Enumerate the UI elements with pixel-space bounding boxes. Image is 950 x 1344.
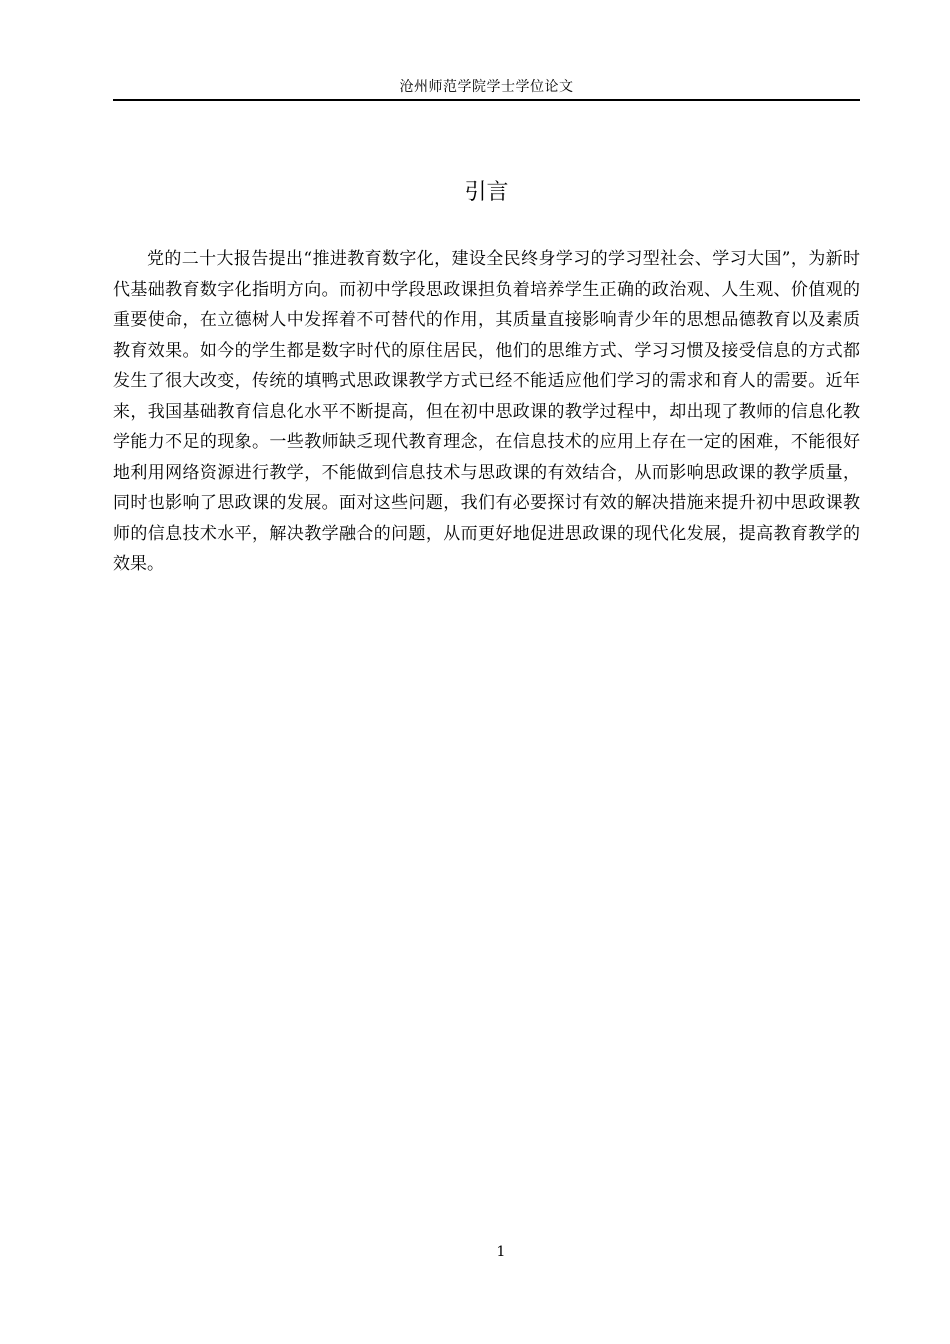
body-paragraph: 党的二十大报告提出“推进教育数字化，建设全民终身学习的学习型社会、学习大国”，为新时代基础教育数字化指明方向。而初中学段思政课担负着培养学生正确的政治观、人生观、价值观的重要使命，在立德树人中发挥着不可替代的作用，其质量直接影响青少年的思想品德教育以及素质教育效果。如今的学生都是数字时代的原住居民，他们的思维方式、学习习惯及接受信息的方式都发生了很大改变，传统的填鸭式思政课教学方式已经不能适应他们学习的需求和育人的需要。近年来，我国基础教育信息化水平不断提高，但在初中思政课的教学过程中，却出现了教师的信息化教学能力不足的现象。一些教师缺乏现代教育理念，在信息技术的应用上存在一定的困难，不能很好地利用网络资源进行教学，不能做到信息技术与思政课的有效结合，从而影响思政课的教学质量，同时也影响了思政课的发展。面对这些问题，我们有必要探讨有效的解决措施来提升初中思政课教师的信息技术水平，解决教学融合的问题，从而更好地促进思政课的现代化发展，提高教育教学的效果。 [113,249,860,574]
page-number: 1 [496,1244,506,1260]
running-header: 沧州师范学院学士学位论文 [399,79,574,95]
header-rule [113,99,860,101]
section-title: 引言 [464,180,509,205]
